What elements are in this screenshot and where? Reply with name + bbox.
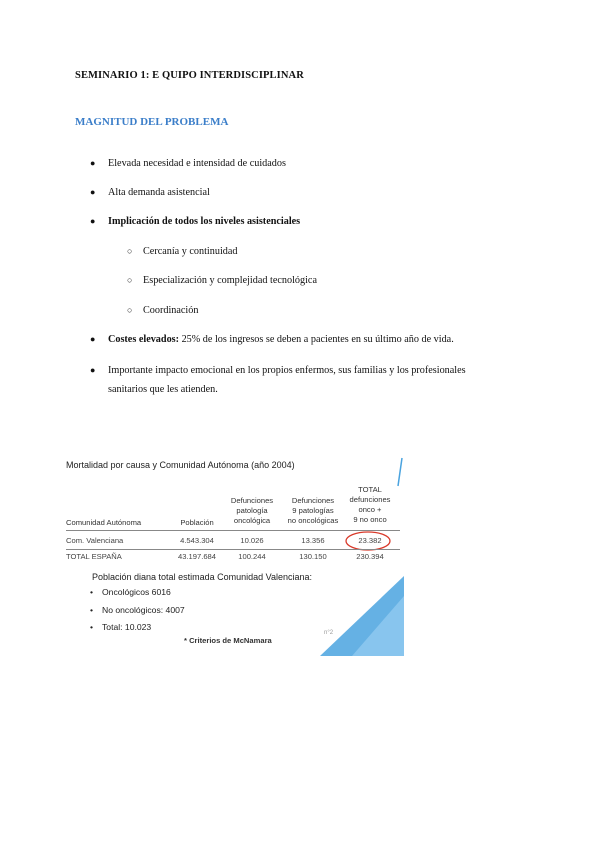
bullet-marker: ● (90, 158, 96, 168)
slide-list-item (90, 587, 171, 597)
slide-bullet-marker: • (90, 605, 94, 615)
bullet-marker: ● (90, 216, 96, 226)
embedded-slide-image (62, 456, 404, 656)
header-ccaa: Comunidad Autónoma (66, 518, 142, 527)
header-onco-line: oncológica (233, 516, 271, 525)
slide-list-item-text: Oncológicos 6016 (102, 587, 171, 597)
header-no-onco-line: no oncológicas (287, 516, 339, 525)
cell-ccaa: TOTAL ESPAÑA (66, 552, 122, 561)
cell-onco: 10.026 (240, 536, 264, 545)
bullet-marker: ○ (127, 246, 133, 256)
bullet-marker: ● (90, 187, 96, 197)
slide-list-item (90, 622, 152, 632)
table-header-rule (66, 530, 400, 531)
bullet-marker: ○ (127, 275, 133, 285)
slide-page-mark: n°2 (324, 630, 334, 636)
header-total (342, 485, 398, 525)
list-item-text: 25% de los ingresos se deben a pacientes en su último año de vida. (179, 334, 454, 345)
header-total-line: onco + (358, 505, 382, 514)
bullet-marker: ● (90, 365, 96, 375)
header-no-onco-line: 9 patologías (292, 506, 334, 515)
header-onco (224, 496, 280, 526)
list-item-text: Especialización y complejidad tecnológica (143, 275, 317, 286)
list-item (90, 212, 301, 231)
cell-ccaa: Com. Valenciana (66, 536, 124, 545)
cell-no-onco: 13.356 (301, 536, 325, 545)
slide-bullet-marker: • (90, 587, 94, 597)
header-total-line: 9 no onco (353, 515, 387, 524)
header-total-line: TOTAL (358, 485, 382, 494)
header-poblacion: Población (180, 518, 214, 527)
slide-bullet-marker: • (90, 622, 94, 632)
cell-no-onco: 130.150 (299, 552, 327, 561)
sub-list-item (127, 271, 317, 290)
cell-total: 230.394 (356, 552, 384, 561)
list-item-bold-text: Costes elevados: (108, 334, 180, 345)
list-item-text: Elevada necesidad e intensidad de cuidados (108, 158, 286, 169)
list-item-text: Alta demanda asistencial (108, 187, 210, 198)
list-item-text-continued: sanitarios que les atienden. (108, 384, 218, 395)
slide-list-item-text: Total: 10.023 (102, 622, 152, 632)
sub-list-item (127, 242, 238, 261)
header-no-onco-line: Defunciones (291, 496, 335, 505)
list-item (90, 183, 210, 202)
bullet-marker: ● (90, 334, 96, 344)
slide-list-item-text: No oncológicos: 4007 (102, 605, 185, 615)
bullet-marker: ○ (127, 305, 133, 315)
section-heading: MAGNITUD DEL PROBLEMA (75, 116, 229, 128)
cell-poblacion: 43.197.684 (177, 552, 216, 561)
criteria-note: * Criterios de McNamara (184, 636, 272, 645)
header-no-onco (280, 496, 346, 526)
cell-poblacion: 4.543.304 (180, 536, 214, 545)
header-total-line: defunciones (349, 495, 391, 504)
list-item (90, 361, 466, 399)
list-item (90, 330, 454, 349)
list-item-text: Implicación de todos los niveles asistenciales (108, 216, 301, 227)
table-row-rule (66, 549, 400, 550)
list-item (90, 154, 286, 173)
header-onco-line: patología (236, 506, 268, 515)
cell-onco: 100.244 (238, 552, 266, 561)
slide-list-item (90, 605, 185, 615)
document-title: SEMINARIO 1: E QUIPO INTERDISCIPLINAR (75, 70, 304, 81)
slide-title: Mortalidad por causa y Comunidad Autónoma (año 2004) (66, 460, 295, 470)
slide-edge-line (398, 458, 402, 486)
list-item-text: Importante impacto emocional en los propios enfermos, sus familias y los profesionales (108, 365, 466, 376)
cell-total: 23.382 (358, 536, 382, 545)
header-onco-line: Defunciones (230, 496, 274, 505)
list-item-text: Coordinación (143, 305, 199, 316)
list-item-text: Cercanía y continuidad (143, 246, 238, 257)
population-label: Población diana total estimada Comunidad Valenciana: (92, 572, 312, 582)
sub-list-item (127, 301, 199, 320)
